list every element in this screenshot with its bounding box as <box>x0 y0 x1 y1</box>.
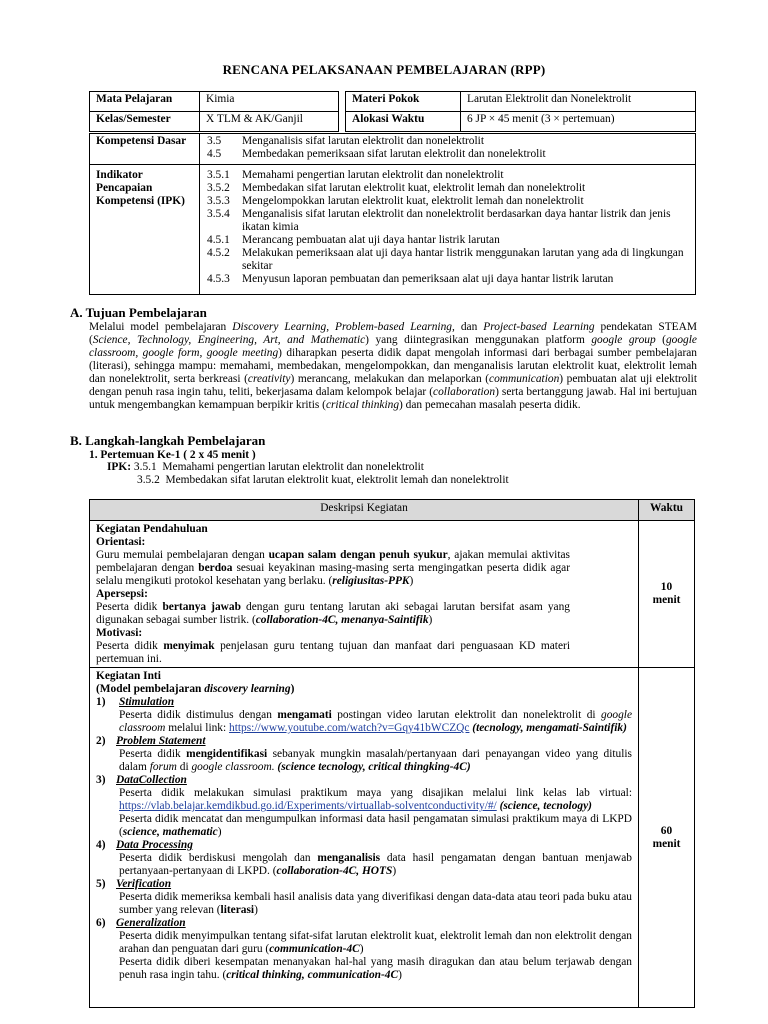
tujuan-paragraph: Melalui model pembelajaran Discovery Learning, Problem-based Learning, dan Project-based Learning pendekatan STEAM (Science, Technology, Engineering, Art, and Mathematic) yang diintegrasikan menggunakan platform google group (google classroom, google form, google meeting) diharapkan peserta didik dapat mengolah informasi dari berbagai sumber pembelajaran (literasi), sehingga mampu: memahami, membedakan, mengelompokkan, dan menganalisis larutan elektrolit kuat, elektrolit lemah dan nonelektrolit, serta berkreasi (creativity) merancang, melakukan dan melaporkan (communication) pembuatan alat uji elektrolit dengan penuh rasa ingin tahu, teliti, bekerjasama dalam kelompok belajar (collaboration) serta bertanggung jawab. Hal ini bertujuan untuk mengembangkan kemampuan berpikir kritis (critical thinking) dan pemecahan masalah peserta didik. <box>89 321 697 411</box>
info-table <box>89 91 696 132</box>
mapel-label: Mata Pelajaran <box>90 92 200 112</box>
pertemuan-title: 1. Pertemuan Ke-1 ( 2 x 45 menit ) <box>89 449 256 461</box>
step-data-collection: 3) DataCollection <box>96 774 187 786</box>
kelas-value: X TLM & AK/Ganjil <box>200 112 339 132</box>
step-problem-statement: 2) Problem Statement <box>96 735 206 747</box>
ipk-item: 4.5.2 Melakukan pemeriksaan alat uji daya hantar listrik menggunakan larutan yang ada di lingkungan sekitar <box>207 247 684 272</box>
col-deskripsi: Deskripsi Kegiatan <box>90 500 639 521</box>
ipk-item: 3.5.3 Mengelompokkan larutan elektrolit kuat, elektrolit lemah dan nonelektrolit <box>207 195 584 207</box>
step-problem-statement-text: Peserta didik mengidentifikasi sebanyak mungkin masalah/pertanyaan dari penayangan video yang ditulis dalam forum di google classroom. (science tecnology, critical thingking-4C) <box>119 748 632 773</box>
pendahuluan-heading: Kegiatan Pendahuluan <box>96 523 208 535</box>
langkah-ipk: IPK: 3.5.1 Memahami pengertian larutan elektrolit dan nonelektrolit 3.5.2 Membedakan sifat larutan elektrolit kuat, elektrolit lemah dan nonelektrolit <box>107 461 509 486</box>
step-data-collection-text: Peserta didik melakukan simulasi praktikum maya yang disajikan melalui link kelas lab virtual: https://vlab.belajar.kemdikbud.go.id/Experiments/virtuallab-solventconductivity/#/ (science, tecnology) <box>119 787 632 812</box>
spacer-cell <box>339 92 346 112</box>
col-waktu: Waktu <box>639 500 695 521</box>
vlab-link[interactable]: https://vlab.belajar.kemdikbud.go.id/Experiments/virtuallab-solventconductivity/#/ <box>119 800 497 812</box>
spacer-cell <box>339 112 346 132</box>
step-generalization: 6) Generalization <box>96 917 186 929</box>
inti-cell <box>90 668 639 1008</box>
step-stimulation-text: Peserta didik distimulus dengan mengamati postingan video larutan elektrolit dan nonelektrolit di google classroom melalui link: https://www.youtube.com/watch?v=Gqy41bWCZQc (tecnology, mengamati-Saintifik) <box>119 709 633 734</box>
ipk-item: 3.5.1 Memahami pengertian larutan elektrolit dan nonelektrolit <box>207 169 504 181</box>
kegiatan-table <box>89 499 695 1008</box>
ipk-item: 3.5.2 Membedakan sifat larutan elektrolit kuat, elektrolit lemah dan nonelektrolit <box>207 182 586 194</box>
materi-label: Materi Pokok <box>346 92 461 112</box>
tujuan-heading: A. Tujuan Pembelajaran <box>70 305 207 320</box>
step-generalization-text-2: Peserta didik diberi kesempatan menanyakan hal-hal yang masih diragukan dan atau belum terjawab dengan penuh rasa ingin tahu. (critical thinking, communication-4C) <box>119 956 632 981</box>
apersepsi: Apersepsi:Peserta didik bertanya jawab dengan guru tentang larutan aki sebagai larutan bersifat asam yang digunakan sebagai sumber listrik. (collaboration-4C, menanya-Saintifik) <box>96 588 570 626</box>
alokasi-value: 6 JP × 45 menit (3 × pertemuan) <box>461 112 696 132</box>
materi-value: Larutan Elektrolit dan Nonelektrolit <box>461 92 696 112</box>
step-data-collection-text-2: Peserta didik mencatat dan mengumpulkan informasi data hasil pengamatan simulasi praktikum maya di LKPD (science, mathematic) <box>119 813 632 838</box>
orientasi: Orientasi:Guru memulai pembelajaran dengan ucapan salam dengan penuh syukur, ajakan memulai aktivitas pembelajaran dengan berdoa sesuai keyakinan masing-masing serta mengingatkan peserta didik agar selalu mengikuti protokol kesehatan yang berlaku. (religiusitas-PPK) <box>96 536 571 587</box>
page-title: RENCANA PELAKSANAAN PEMBELAJARAN (RPP) <box>222 62 546 77</box>
kd-list <box>200 134 696 165</box>
pendahuluan-cell <box>90 521 639 668</box>
pendahuluan-waktu: 10 menit <box>639 521 695 668</box>
ipk-item: 4.5.1 Merancang pembuatan alat uji daya hantar listrik larutan <box>207 234 500 246</box>
motivasi: Motivasi:Peserta didik menyimak penjelasan guru tentang tujuan dan manfaat dari penguasaan KD materi pertemuan ini. <box>96 627 570 665</box>
step-stimulation: 1) Stimulation <box>96 696 175 708</box>
step-generalization-text: Peserta didik menyimpulkan tentang sifat-sifat larutan elektrolit kuat, elektrolit lemah dan non elektrolit dengan arahan dan penguatan dari guru (communication-4C) <box>119 930 632 955</box>
alokasi-label: Alokasi Waktu <box>346 112 461 132</box>
step-data-processing: 4) Data Processing <box>96 839 193 851</box>
inti-waktu: 60 menit <box>639 668 695 1008</box>
kd-item: 4.5 Membedakan pemeriksaan sifat larutan elektrolit dan nonelektrolit <box>207 148 546 160</box>
ipk-list <box>200 165 696 295</box>
langkah-heading: B. Langkah-langkah Pembelajaran <box>70 433 266 448</box>
youtube-link[interactable]: https://www.youtube.com/watch?v=Gqy41bWCZQc <box>229 722 470 734</box>
ipk-item: 3.5.4 Menganalisis sifat larutan elektrolit dan nonelektrolit berdasarkan daya hantar listrik dan jenis ikatan kimia <box>207 208 671 233</box>
kelas-label: Kelas/Semester <box>90 112 200 132</box>
ipk-label: Indikator Pencapaian Kompetensi (IPK) <box>90 165 200 295</box>
inti-heading: Kegiatan Inti <box>96 670 161 682</box>
kd-label: Kompetensi Dasar <box>90 134 200 165</box>
ipk-item: 4.5.3 Menyusun laporan pembuatan dan pemeriksaan alat uji daya hantar listrik larutan <box>207 273 614 285</box>
kd-table <box>89 133 696 295</box>
step-verification-text: Peserta didik memeriksa kembali hasil analisis data yang diverifikasi dengan data-data atau teori pada buku atau sumber yang relevan (literasi) <box>119 891 632 916</box>
mapel-value: Kimia <box>200 92 339 112</box>
inti-model: (Model pembelajaran discovery learning) <box>96 683 295 695</box>
step-verification: 5) Verification <box>96 878 172 890</box>
step-data-processing-text: Peserta didik berdiskusi mengolah dan menganalisis data hasil pengamatan dengan bantuan menjawab pertanyaan-pertanyaan di LKPD. (collaboration-4C, HOTS) <box>119 852 632 877</box>
kd-item: 3.5 Menganalisis sifat larutan elektrolit dan nonelektrolit <box>207 135 484 147</box>
